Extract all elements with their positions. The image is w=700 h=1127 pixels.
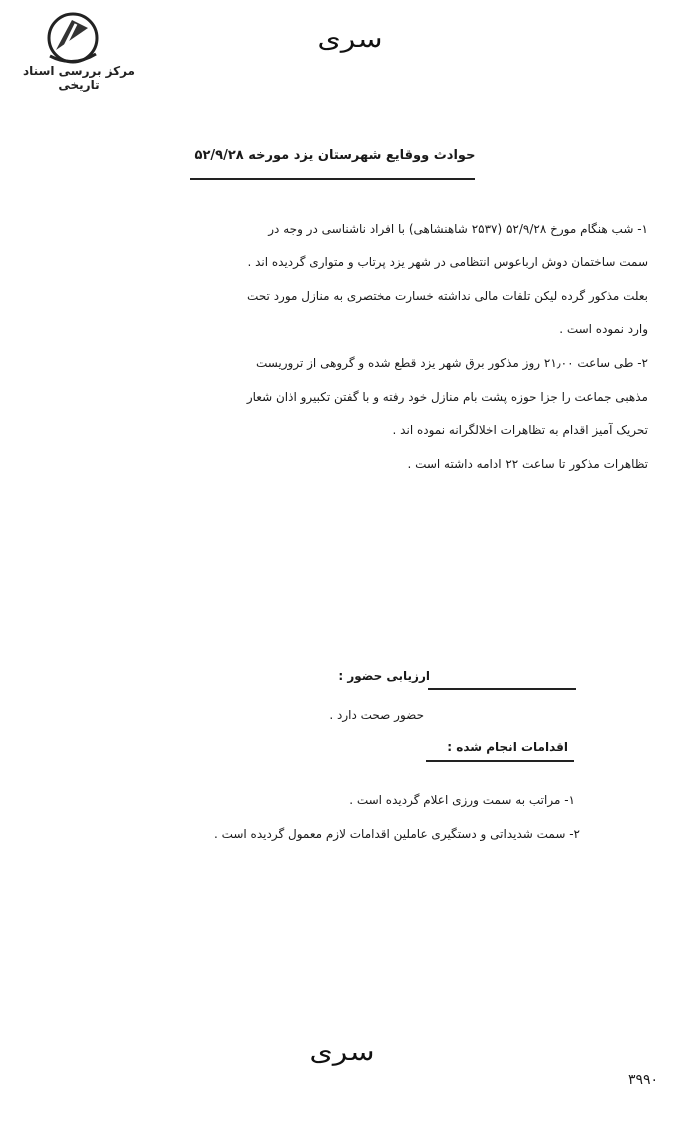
classification-bottom: سری <box>309 1038 375 1067</box>
item1-line-3: بعلت مذکور گرده لیکن تلفات مالی نداشته خسارت مختصری به منازل مورد تحت <box>247 289 648 303</box>
item1-line-2: سمت ساختمان دوش ارباعوس انتظامی در شهر یزد پرتاب و متواری گردیده اند . <box>247 255 648 269</box>
opinion-heading-underline <box>428 688 576 690</box>
opinion-heading: ارزیابی حضور : <box>338 669 430 683</box>
page-number: ۳۹۹۰ <box>628 1072 659 1088</box>
document-title: حوادث ووقایع شهرستان یزد مورخه ۵۲/۹/۲۸ <box>194 148 476 163</box>
actions-heading-underline <box>426 760 574 762</box>
archive-watermark-text: مرکز بررسی اسناد تاریخی <box>23 64 135 92</box>
item2-line-2: مذهبی جماعت را جزا حوزه پشت بام منازل خود رفته و با گفتن تکبیرو اذان شعار <box>246 390 648 404</box>
action-item-1: ۱- مراتب به سمت ورزی اعلام گردیده است . <box>349 793 575 807</box>
actions-heading: اقدامات انجام شده : <box>447 740 568 754</box>
item1-line-1: ۱- شب هنگام مورخ ۵۲/۹/۲۸ (۲۵۳۷ شاهنشاهی) با افراد ناشناسی در وجه در <box>268 222 648 236</box>
archive-emblem-icon <box>42 10 104 66</box>
item2-line-3: تحریک آمیز اقدام به تظاهرات اخلالگرانه نموده اند . <box>392 423 648 437</box>
title-underline <box>190 178 475 180</box>
item2-line-4: تظاهرات مذکور تا ساعت ۲۲ ادامه داشته است . <box>407 457 648 471</box>
action-item-2: ۲- سمت شدیداتی و دستگیری عاملین اقدامات لازم معمول گردیده است . <box>213 827 580 841</box>
classification-top: سری <box>317 25 383 54</box>
item1-line-4: وارد نموده است . <box>559 322 648 336</box>
item2-line-1: ۲- طی ساعت ۲۱٫۰۰ روز مذکور برق شهر یزد قطع شده و گروهی از تروریست <box>255 356 648 370</box>
archive-logo <box>4 10 154 92</box>
opinion-text: حضور صحت دارد . <box>329 708 424 722</box>
